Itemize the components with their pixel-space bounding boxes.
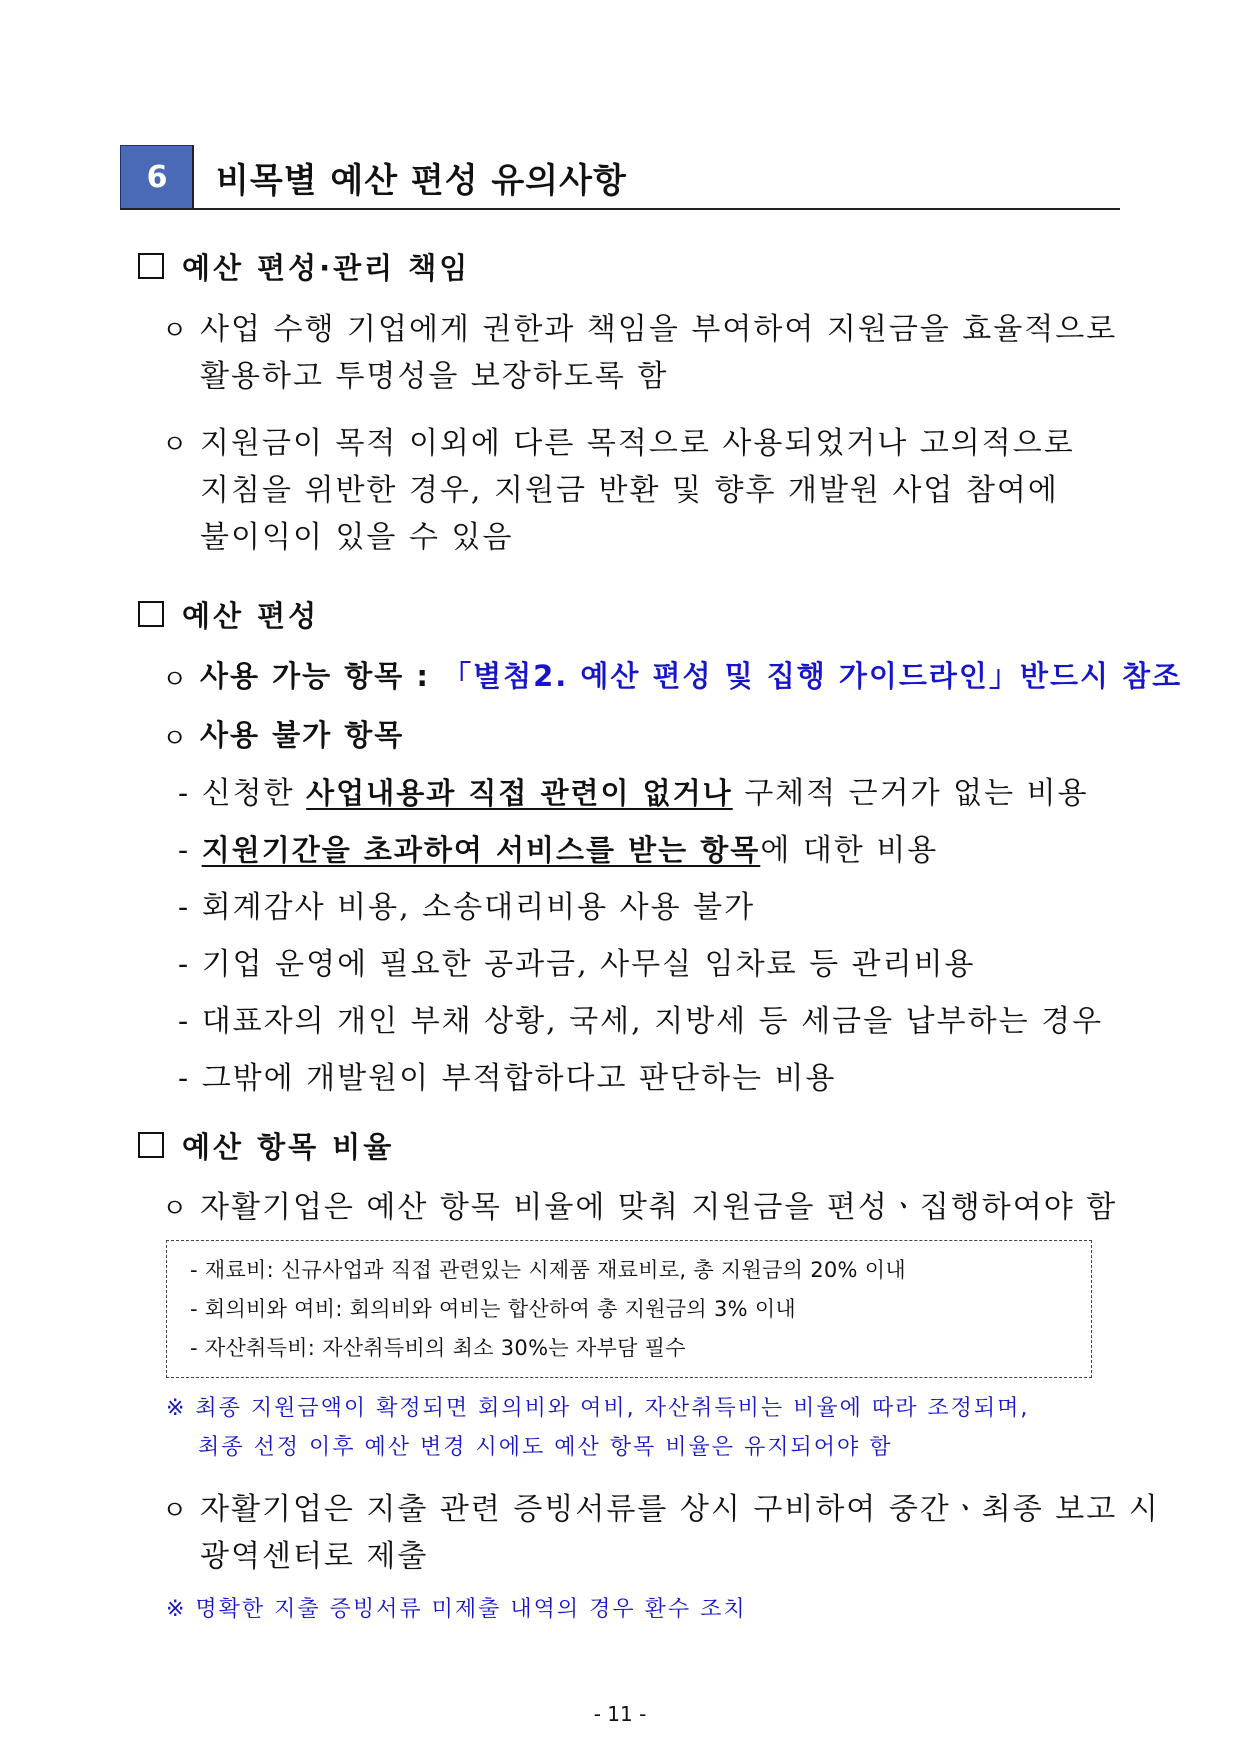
header-divider — [192, 145, 194, 210]
bullet-icon: ㅇ — [162, 1194, 188, 1224]
item-text: 지침을 위반한 경우, 지원금 반환 및 향후 개발원 사업 참여에 — [200, 473, 1059, 508]
heading-budget-responsibility: 예산 편성·관리 책임 — [138, 246, 470, 287]
item-text: 광역센터로 제출 — [200, 1539, 429, 1574]
usable-items-line: 사용 가능 항목 : 「별첨2. 예산 편성 및 집행 가이드라인」반드시 참조 — [200, 659, 1183, 693]
unusable-items-label: 사용 불가 항목 — [200, 718, 405, 752]
heading-budget-compilation: 예산 편성 — [138, 594, 319, 635]
ratio-line: - 자산취득비: 자산취득비의 최소 30%는 자부담 필수 — [190, 1336, 686, 1360]
checkbox-square-icon — [138, 253, 164, 279]
section-number: 6 — [120, 145, 194, 209]
header-underline — [120, 208, 1120, 210]
bullet-icon: ㅇ — [162, 1496, 188, 1526]
dash-item: - 지원기간을 초과하여 서비스를 받는 항목에 대한 비용 — [178, 833, 939, 868]
note-text: ※ 명확한 지출 증빙서류 미제출 내역의 경우 환수 조치 — [166, 1597, 747, 1622]
item-text: 사업 수행 기업에게 권한과 책임을 부여하여 지원금을 효율적으로 — [200, 312, 1118, 347]
section-title: 비목별 예산 편성 유의사항 — [216, 161, 627, 201]
bullet-icon: ㅇ — [162, 316, 188, 346]
dash-item: - 신청한 사업내용과 직접 관련이 없거나 구체적 근거가 없는 비용 — [178, 776, 1089, 811]
page-number: - 11 - — [593, 1702, 647, 1726]
bullet-icon: ㅇ — [162, 724, 188, 754]
item-text: 불이익이 있을 수 있음 — [200, 520, 514, 555]
guideline-reference: 「별첨2. 예산 편성 및 집행 가이드라인」반드시 참조 — [442, 659, 1183, 693]
item-text: 활용하고 투명성을 보장하도록 함 — [200, 359, 669, 394]
note-text: ※ 최종 지원금액이 확정되면 회의비와 여비, 자산취득비는 비율에 따라 조정되며, — [166, 1396, 1030, 1421]
dash-item: - 기업 운영에 필요한 공과금, 사무실 임차료 등 관리비용 — [178, 947, 976, 982]
dash-item: - 회계감사 비용, 소송대리비용 사용 불가 — [178, 890, 756, 925]
ratio-line: - 재료비: 신규사업과 직접 관련있는 시제품 재료비로, 총 지원금의 20% 이내 — [190, 1258, 906, 1282]
item-text: 자활기업은 지출 관련 증빙서류를 상시 구비하여 중간ㆍ최종 보고 시 — [200, 1492, 1160, 1527]
checkbox-square-icon — [138, 1132, 164, 1158]
item-text: 지원금이 목적 이외에 다른 목적으로 사용되었거나 고의적으로 — [200, 426, 1075, 461]
bullet-icon: ㅇ — [162, 665, 188, 695]
dash-item: - 그밖에 개발원이 부적합하다고 판단하는 비용 — [178, 1061, 837, 1096]
checkbox-square-icon — [138, 601, 164, 627]
note-text: 최종 선정 이후 예산 변경 시에도 예산 항목 비율은 유지되어야 함 — [198, 1435, 893, 1460]
item-text: 자활기업은 예산 항목 비율에 맞춰 지원금을 편성ㆍ집행하여야 함 — [200, 1190, 1118, 1225]
heading-budget-ratio: 예산 항목 비율 — [138, 1125, 394, 1166]
bullet-icon: ㅇ — [162, 430, 188, 460]
ratio-line: - 회의비와 여비: 회의비와 여비는 합산하여 총 지원금의 3% 이내 — [190, 1297, 797, 1321]
dash-item: - 대표자의 개인 부채 상황, 국세, 지방세 등 세금을 납부하는 경우 — [178, 1004, 1104, 1039]
